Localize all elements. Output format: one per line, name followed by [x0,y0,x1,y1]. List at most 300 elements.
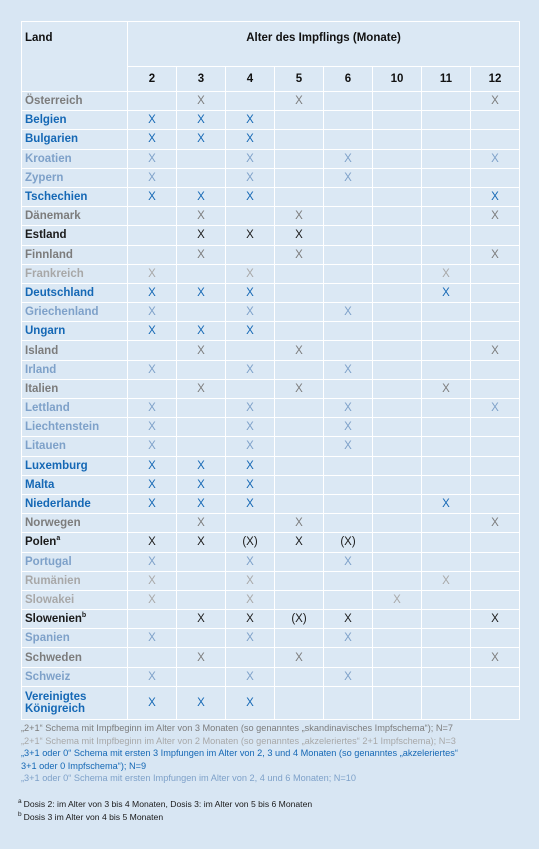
vaccination-mark: X [226,571,275,590]
table-row [22,667,520,686]
vaccination-mark: X [128,418,177,437]
vaccination-mark [471,667,520,686]
table-row [22,418,520,437]
vaccination-mark [275,283,324,302]
table-row [22,379,520,398]
vaccination-mark: X [128,283,177,302]
vaccination-mark [422,341,471,360]
vaccination-mark [275,130,324,149]
vaccination-mark: X [226,360,275,379]
vaccination-mark [373,629,422,648]
vaccination-mark [275,399,324,418]
country-name [22,226,128,245]
legend [21,722,520,785]
vaccination-mark [324,207,373,226]
vaccination-mark: X [275,245,324,264]
vaccination-mark [471,168,520,187]
country-name [22,245,128,264]
country-label: Litauen [25,440,66,453]
vaccination-mark [373,514,422,533]
vaccination-mark: X [128,303,177,322]
legend-line: 3+1 oder 0 Impfschema“); N=9 [21,760,147,771]
vaccination-mark [471,494,520,513]
vaccination-mark [373,149,422,168]
vaccination-mark [471,437,520,456]
vaccination-mark [471,571,520,590]
vaccination-mark: X [226,264,275,283]
vaccination-mark [373,494,422,513]
vaccination-mark: X [471,149,520,168]
vaccination-mark [422,168,471,187]
vaccination-mark [226,341,275,360]
vaccination-mark: X [128,322,177,341]
month-header: 6 [324,67,373,92]
table-row [22,187,520,206]
vaccination-mark [373,226,422,245]
vaccination-mark: X [471,648,520,667]
table-row [22,571,520,590]
table-row [22,111,520,130]
vaccination-mark: X [128,533,177,552]
vaccination-mark [422,533,471,552]
vaccination-mark: X [324,360,373,379]
vaccination-mark [422,475,471,494]
country-label: Ungarn [25,325,66,338]
country-label: Griechenland [25,306,99,319]
vaccination-mark [324,322,373,341]
vaccination-mark: X [177,130,226,149]
vaccination-mark: X [128,552,177,571]
country-label: Malta [25,478,55,491]
vaccination-mark: X [226,418,275,437]
vaccination-mark [471,360,520,379]
vaccination-mark [422,437,471,456]
vaccination-mark [422,514,471,533]
vaccination-mark [226,245,275,264]
country-label: Irland [25,363,57,376]
vaccination-mark [324,283,373,302]
vaccination-mark [177,168,226,187]
vaccination-mark [128,92,177,111]
table-row [22,514,520,533]
vaccination-mark: X [226,322,275,341]
country-label: Zypern [25,171,64,184]
table-row [22,149,520,168]
vaccination-mark [471,533,520,552]
country-label: Liechtenstein [25,421,100,434]
vaccination-mark [177,667,226,686]
vaccination-mark: X [128,667,177,686]
vaccination-mark: X [275,514,324,533]
vaccination-mark [177,571,226,590]
vaccination-mark: X [422,571,471,590]
vaccination-mark: X [226,226,275,245]
vaccination-mark: X [373,590,422,609]
month-header: 2 [128,67,177,92]
vaccination-mark [373,399,422,418]
footnote-text: Dosis 2: im Alter von 3 bis 4 Monaten, Dosis 3: im Alter von 5 bis 6 Monaten [23,799,313,809]
legend-line: „3+1 oder 0“ Schema mit ersten 3 Impfungen im Alter von 2, 3 und 4 Monaten (so genanntes „akzeleriertes“ [21,748,458,759]
vaccination-mark [373,475,422,494]
country-name [22,610,128,629]
vaccination-mark [324,341,373,360]
vaccination-mark: X [226,667,275,686]
footnote-marker: a [18,798,22,806]
country-name [22,168,128,187]
vaccination-mark: X [177,533,226,552]
vaccination-mark: X [275,648,324,667]
vaccination-mark [471,590,520,609]
vaccination-mark [373,571,422,590]
vaccination-mark [422,456,471,475]
country-name [22,494,128,513]
vaccination-mark: (X) [275,610,324,629]
vaccination-mark [177,552,226,571]
table-row [22,303,520,322]
month-header: 10 [373,67,422,92]
vaccination-mark: X [226,149,275,168]
vaccination-mark [422,226,471,245]
vaccination-mark [471,456,520,475]
vaccination-mark: (X) [226,533,275,552]
vaccination-mark [471,686,520,719]
vaccination-mark: X [128,456,177,475]
vaccination-mark: X [226,456,275,475]
vaccination-mark [422,418,471,437]
vaccination-mark [275,475,324,494]
vaccination-mark [373,456,422,475]
footnotes [18,798,312,824]
vaccination-mark [275,418,324,437]
country-name [22,360,128,379]
vaccination-mark [373,111,422,130]
vaccination-mark: X [226,303,275,322]
vaccination-mark [373,667,422,686]
vaccination-mark [324,111,373,130]
vaccination-mark [373,686,422,719]
vaccination-mark [324,475,373,494]
vaccination-mark [373,341,422,360]
table-row [22,168,520,187]
vaccination-mark [324,648,373,667]
vaccination-mark: X [177,456,226,475]
vaccination-mark [422,245,471,264]
vaccination-mark [373,168,422,187]
vaccination-mark [177,418,226,437]
vaccination-mark [324,92,373,111]
vaccination-mark [324,264,373,283]
table-row [22,648,520,667]
vaccination-mark: X [226,629,275,648]
country-name [22,149,128,168]
country-name [22,552,128,571]
vaccination-mark [422,187,471,206]
vaccination-mark [128,207,177,226]
vaccination-mark [471,264,520,283]
vaccination-mark: X [128,149,177,168]
vaccination-mark [128,610,177,629]
age-header: Alter des Impflings (Monate) [128,22,520,67]
vaccination-mark: X [128,360,177,379]
vaccination-mark [177,149,226,168]
vaccination-mark [471,379,520,398]
table-row [22,207,520,226]
vaccination-mark: X [471,245,520,264]
vaccination-mark [373,437,422,456]
vaccination-mark: X [128,590,177,609]
legend-line: „2+1“ Schema mit Impfbeginn im Alter von 2 Monaten (so genanntes „akzeleriertes“ 2+1 Impfschema); N=3 [21,735,456,746]
country-label: Portugal [25,555,72,568]
country-name [22,379,128,398]
country-name [22,92,128,111]
vaccination-mark [226,92,275,111]
table-row [22,533,520,552]
vaccination-mark [373,610,422,629]
country-label: Kroatien [25,152,72,165]
vaccination-mark: X [128,130,177,149]
vaccination-mark [275,111,324,130]
table-row [22,283,520,302]
table-row [22,475,520,494]
country-label: Schweden [25,651,82,664]
vaccination-mark [373,533,422,552]
vaccination-mark [422,667,471,686]
country-name [22,130,128,149]
vaccination-mark: X [275,341,324,360]
country-name [22,686,128,719]
vaccination-mark [471,130,520,149]
table-row [22,130,520,149]
vaccination-mark: X [324,437,373,456]
vaccination-mark: X [128,111,177,130]
table-row [22,494,520,513]
vaccination-mark [177,264,226,283]
country-label: Slowenien [25,613,82,626]
country-label: Luxemburg [25,459,88,472]
vaccination-mark [373,552,422,571]
table-row [22,437,520,456]
vaccination-mark: X [177,283,226,302]
vaccination-mark [471,552,520,571]
table-row [22,245,520,264]
vaccination-mark [177,590,226,609]
vaccination-mark [373,130,422,149]
country-name [22,667,128,686]
vaccination-mark: X [128,437,177,456]
vaccination-mark: X [226,686,275,719]
vaccination-mark [128,648,177,667]
vaccination-mark [422,399,471,418]
vaccination-mark [422,629,471,648]
vaccination-mark: X [177,341,226,360]
vaccination-mark [275,590,324,609]
table-header-row [22,22,520,67]
land-header: Land [22,22,128,92]
vaccination-mark: X [324,610,373,629]
vaccination-mark: X [471,341,520,360]
vaccination-mark: X [226,168,275,187]
vaccination-mark [128,379,177,398]
country-label: Frankreich [25,267,84,280]
month-header: 11 [422,67,471,92]
vaccination-mark: X [177,245,226,264]
country-label: Slowakei [25,593,75,606]
country-label: Finnland [25,248,73,261]
vaccination-mark [373,303,422,322]
vaccination-mark [226,207,275,226]
table-row [22,456,520,475]
vaccination-mark [422,610,471,629]
vaccination-mark [373,360,422,379]
vaccination-mark: X [226,437,275,456]
table-row [22,610,520,629]
table-body [22,92,520,720]
table-row [22,399,520,418]
vaccination-mark: X [128,629,177,648]
vaccination-mark [177,629,226,648]
vaccination-mark [373,418,422,437]
vaccination-mark: X [128,686,177,719]
vaccination-mark [275,168,324,187]
country-label: Tschechien [25,191,88,204]
vaccination-mark: X [177,494,226,513]
country-label: Schweiz [25,670,71,683]
vaccination-mark [324,514,373,533]
vaccination-mark: X [226,552,275,571]
vaccination-mark: X [422,283,471,302]
vaccination-mark: X [226,475,275,494]
table-row [22,360,520,379]
country-name [22,399,128,418]
vaccination-mark: X [177,92,226,111]
table-row [22,686,520,719]
vaccination-mark: X [128,475,177,494]
vaccination-mark [128,245,177,264]
footnote-marker: a [56,535,61,543]
vaccination-mark [324,686,373,719]
vaccination-mark: X [177,379,226,398]
vaccination-mark: X [324,399,373,418]
footnote [18,811,312,824]
vaccination-mark [471,475,520,494]
vaccination-mark: X [128,571,177,590]
country-name [22,437,128,456]
vaccination-mark [422,552,471,571]
vaccination-mark [275,322,324,341]
vaccination-mark: X [275,379,324,398]
vaccination-mark [373,207,422,226]
vaccination-mark [373,245,422,264]
vaccination-mark [177,303,226,322]
vaccination-mark: X [275,226,324,245]
vaccination-mark: X [226,494,275,513]
vaccination-mark: X [177,322,226,341]
vaccination-mark: X [177,111,226,130]
vaccination-mark [422,303,471,322]
vaccination-mark [422,149,471,168]
country-label: Spanien [25,632,70,645]
vaccination-mark [422,322,471,341]
legend-line: „3+1 oder 0“ Schema mit ersten Impfungen im Alter von 2, 4 und 6 Monaten; N=10 [21,773,357,784]
vaccination-mark: X [275,207,324,226]
vaccination-mark [226,648,275,667]
table-row [22,629,520,648]
vaccination-mark [275,264,324,283]
country-label: Niederlande [25,498,91,511]
vaccination-mark: X [177,610,226,629]
country-name [22,283,128,302]
vaccination-mark [471,322,520,341]
country-label: Bulgarien [25,133,79,146]
vaccination-mark: X [324,629,373,648]
table-row [22,341,520,360]
country-name [22,322,128,341]
vaccination-mark: X [177,686,226,719]
country-name [22,533,128,552]
vaccination-mark [422,686,471,719]
vaccination-mark [226,379,275,398]
country-label: Estland [25,229,67,242]
vaccination-mark [275,571,324,590]
country-name [22,475,128,494]
country-label: Deutschland [25,286,95,299]
country-name [22,418,128,437]
table-row [22,92,520,111]
vaccination-mark: X [275,92,324,111]
footnote-marker: b [81,612,87,620]
vaccination-mark [422,111,471,130]
vaccination-mark: X [422,379,471,398]
vaccination-mark [275,360,324,379]
vaccination-mark: X [471,610,520,629]
country-label: Österreich [25,95,83,108]
table-row [22,322,520,341]
footnote [18,798,312,811]
vaccination-mark: X [226,187,275,206]
vaccination-mark [373,92,422,111]
vaccination-mark: X [128,168,177,187]
vaccination-mark: X [177,207,226,226]
vaccination-mark [177,360,226,379]
table-row [22,552,520,571]
vaccination-mark [324,226,373,245]
country-label: Polen [25,536,57,549]
vaccination-mark [177,399,226,418]
vaccination-mark [128,341,177,360]
vaccination-mark: X [324,667,373,686]
vaccination-mark [324,590,373,609]
vaccination-mark: X [324,552,373,571]
vaccination-mark [275,149,324,168]
country-name [22,571,128,590]
country-name [22,590,128,609]
vaccination-mark: X [177,514,226,533]
country-label: Norwegen [25,517,81,530]
table-row [22,264,520,283]
vaccination-mark [275,667,324,686]
country-label: Rumänien [25,574,81,587]
vaccination-mark [471,303,520,322]
country-name [22,111,128,130]
vaccination-mark [471,418,520,437]
country-name [22,514,128,533]
vaccination-mark [324,130,373,149]
vaccination-mark: X [226,283,275,302]
vaccination-mark [177,437,226,456]
vaccination-schedule-table-container [21,21,520,720]
vaccination-mark: X [226,399,275,418]
vaccination-mark [422,648,471,667]
